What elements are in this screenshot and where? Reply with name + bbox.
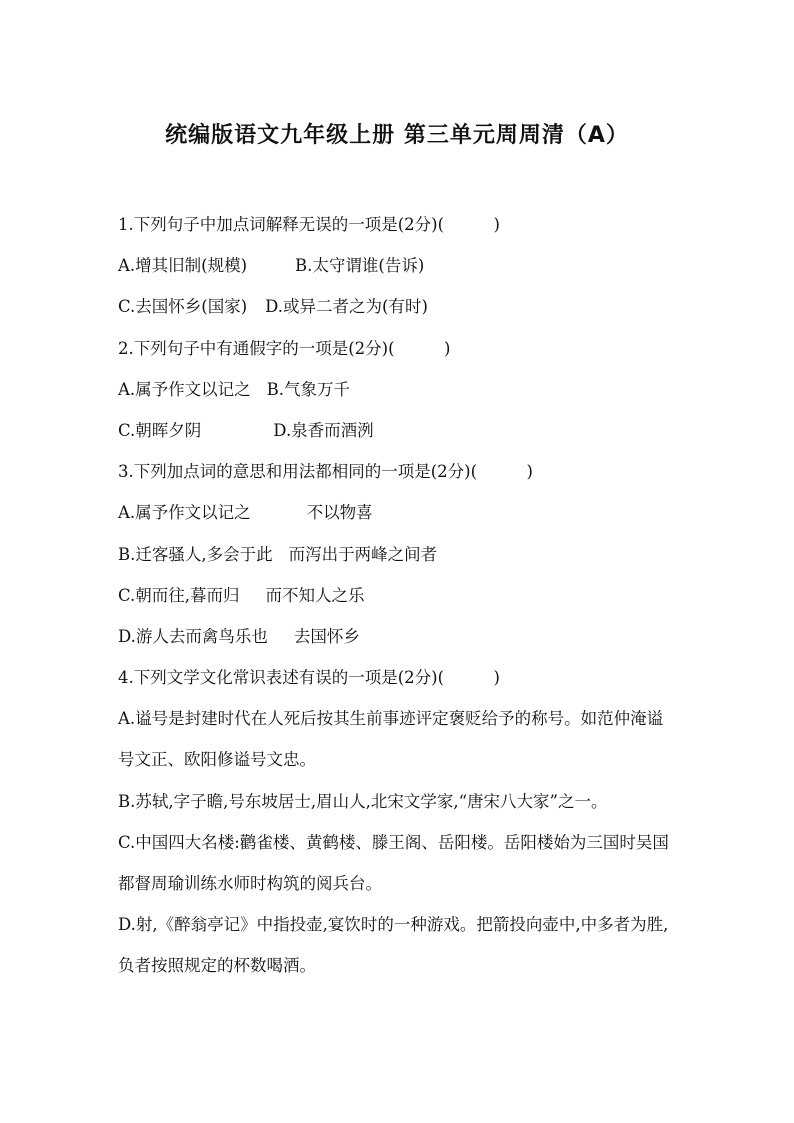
question-1-option-c: C.去国怀乡(国家) xyxy=(118,297,248,317)
question-4-option-c: C.中国四大名楼:鹳雀楼、黄鹤楼、滕王阁、岳阳楼。岳阳楼始为三国时吴国都督周瑜训练水师时构筑的阅兵台。 xyxy=(118,832,669,894)
question-1-options-row-2 xyxy=(118,286,678,327)
question-2-option-a: A.属予作文以记之 xyxy=(118,379,251,399)
question-2-option-d: D.泉香而酒洌 xyxy=(273,420,374,440)
question-3-option-b xyxy=(118,534,678,575)
question-2-option-c: C.朝晖夕阴 xyxy=(118,420,202,440)
question-4-stem: 4.下列文学文化常识表述有误的一项是(2分)( ) xyxy=(118,668,500,688)
question-4-option-b: B.苏轼,字子瞻,号东坡居士,眉山人,北宋文学家,“唐宋八大家”之一。 xyxy=(118,791,608,811)
question-3-option-b-left: B.迁客骚人,多会于此 xyxy=(118,544,273,564)
question-3-option-c-right: 而不知人之乐 xyxy=(265,585,365,605)
question-1-options-row-1 xyxy=(118,245,678,286)
question-list xyxy=(118,204,678,987)
question-3-option-c-left: C.朝而往,暮而归 xyxy=(118,585,240,605)
question-4-option-a: A.谥号是封建时代在人死后按其生前事迹评定褒贬给予的称号。如范仲淹谥号文正、欧阳修谥号文忠。 xyxy=(118,709,664,770)
question-3-option-d-left: D.游人去而禽鸟乐也 xyxy=(118,626,268,646)
question-1-option-a: A.增其旧制(规模) xyxy=(118,256,248,276)
question-1-option-b: B.太守谓谁(告诉) xyxy=(295,256,425,276)
question-3-option-d xyxy=(118,616,678,657)
question-3-option-a xyxy=(118,492,678,533)
question-3-option-d-right: 去国怀乡 xyxy=(293,626,360,646)
question-3-option-a-left: A.属予作文以记之 xyxy=(118,503,251,523)
question-3-option-c xyxy=(118,575,678,616)
question-2-option-b: B.气象万千 xyxy=(266,379,351,399)
question-4-option-d: D.射,《醉翁亭记》中指投壶,宴饮时的一种游戏。把箭投向壶中,中多者为胜,负者按照规定的杯数喝酒。 xyxy=(118,915,669,976)
question-1-option-d: D.或异二者之为(有时) xyxy=(265,297,428,317)
question-2-options-row-1 xyxy=(118,369,678,410)
question-2-options-row-2 xyxy=(118,410,678,451)
question-2-stem: 2.下列句子中有通假字的一项是(2分)( ) xyxy=(118,338,451,358)
question-3-stem: 3.下列加点词的意思和用法都相同的一项是(2分)( ) xyxy=(118,462,533,482)
page-title: 统编版语文九年级上册 第三单元周周清（A） xyxy=(165,123,629,148)
question-3-option-b-right: 而泻出于两峰之间者 xyxy=(288,544,438,564)
question-1-stem: 1.下列句子中加点词解释无误的一项是(2分)( ) xyxy=(118,215,500,234)
question-3-option-a-right: 不以物喜 xyxy=(306,503,373,523)
